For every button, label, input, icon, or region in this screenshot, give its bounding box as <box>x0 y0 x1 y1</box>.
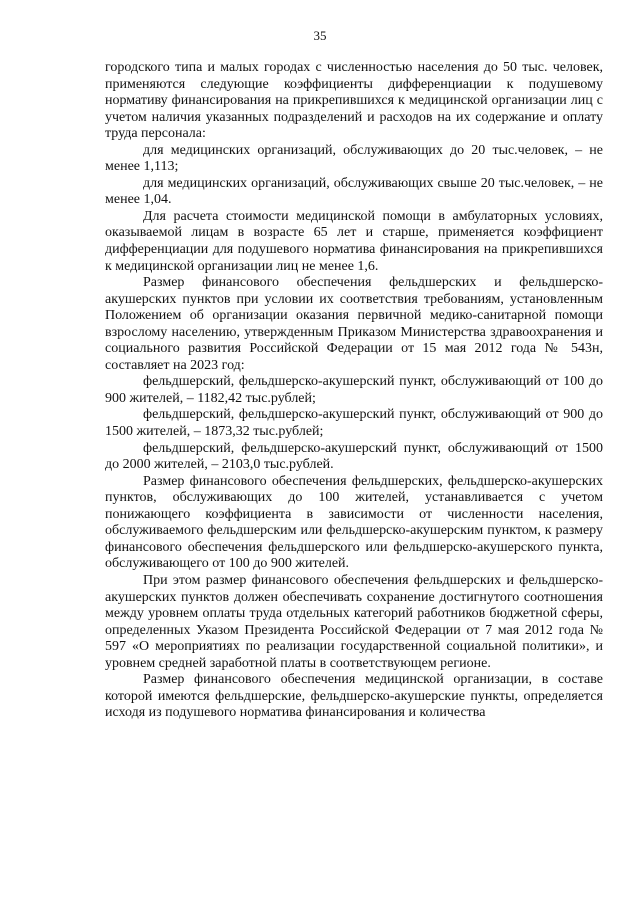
paragraph-1: городского типа и малых городах с численностью населения до 50 тыс. человек, применяются следующие коэффициенты дифференциации к подушевому нормативу финансирования на прикрепившихся к медицинской организации лиц с учетом наличия указанных подразделений и расходов на их содержание и оплату труда персонала: <box>105 60 603 142</box>
document-body <box>105 60 603 722</box>
paragraph-6: фельдшерский, фельдшерско-акушерский пункт, обслуживающий от 100 до 900 жителей, – 1182,42 тыс.рублей; <box>105 374 603 406</box>
paragraph-2: для медицинских организаций, обслуживающих до 20 тыс.человек, – не менее 1,113; <box>105 142 603 175</box>
paragraph-4: Для расчета стоимости медицинской помощи в амбулаторных условиях, оказываемой лицам в возрасте 65 лет и старше, применяется коэффициент дифференциации для подушевого норматива финансирования на прикрепившихся к медицинской организации лиц не менее 1,6. <box>105 208 603 274</box>
paragraph-5: Размер финансового обеспечения фельдшерских и фельдшерско-акушерских пунктов при условии их соответствия требованиям, установленным Положением об организации оказания первичной медико-санитарной помощи взрослому населению, утвержденным Приказом Министерства здравоохранения и социального развития Российской Федерации от 15 мая 2012 года № 543н, составляет на 2023 год: <box>105 275 603 373</box>
paragraph-10: При этом размер финансового обеспечения фельдшерских и фельдшерско-акушерских пунктов должен обеспечивать сохранение достигнутого соотношения между уровнем оплаты труда отдельных категорий работников бюджетной сферы, определенных Указом Президента Российской Федерации от 7 мая 2012 года № 597 «О мероприятиях по реализации государственной социальной политики», и уровнем средней заработной платы в соответствующем регионе. <box>105 572 603 671</box>
paragraph-7: фельдшерский, фельдшерско-акушерский пункт, обслуживающий от 900 до 1500 жителей, – 1873,32 тыс.рублей; <box>105 407 603 440</box>
paragraph-11: Размер финансового обеспечения медицинской организации, в составе которой имеются фельдшерские, фельдшерско-акушерские пункты, определяется исходя из подушевого норматива финансирования и количества <box>105 672 603 721</box>
paragraph-3: для медицинских организаций, обслуживающих свыше 20 тыс.человек, – не менее 1,04. <box>105 175 603 208</box>
page-number: 35 <box>313 28 327 43</box>
paragraph-9: Размер финансового обеспечения фельдшерских, фельдшерско-акушерских пунктов, обслуживающих до 100 жителей, устанавливается с учетом понижающего коэффициента в зависимости от численности населения, обслуживаемого фельдшерским или фельдшерско-акушерским пунктом, к размеру финансового обеспечения фельдшерского или фельдшерско-акушерского пункта, обслуживающего от 100 до 900 жителей. <box>105 473 603 572</box>
paragraph-8: фельдшерский, фельдшерско-акушерский пункт, обслуживающий от 1500 до 2000 жителей, – 2103,0 тыс.рублей. <box>105 440 603 473</box>
